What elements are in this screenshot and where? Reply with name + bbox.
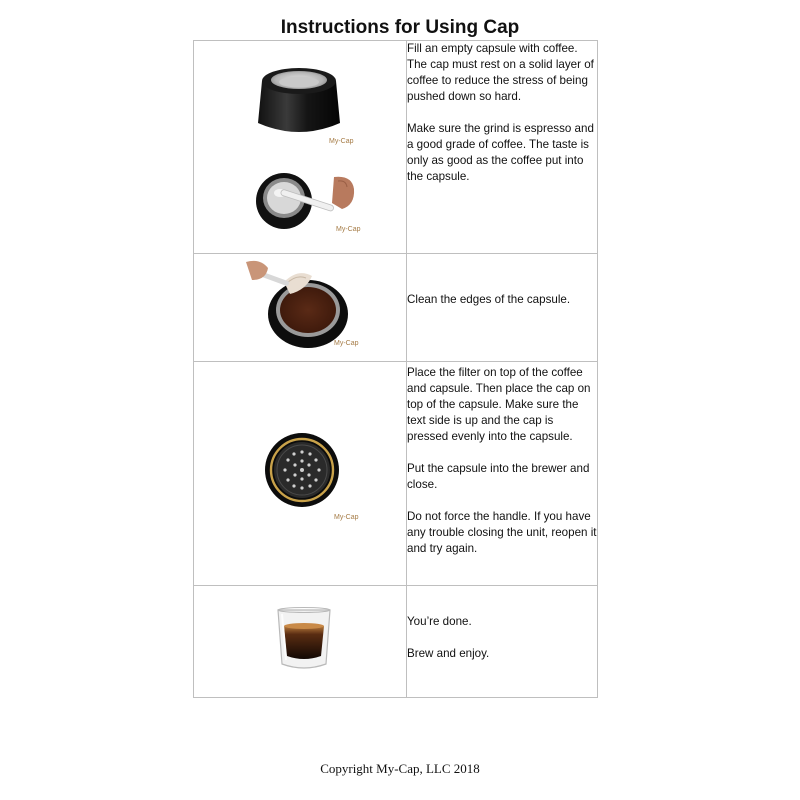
instruction-paragraph: Clean the edges of the capsule. <box>407 292 571 306</box>
step-2-text <box>407 254 598 362</box>
step-3-text <box>407 362 598 586</box>
brand-label: My-Cap <box>336 226 361 233</box>
espresso-glass-illustration <box>274 606 334 672</box>
brand-label: My-Cap <box>329 138 354 145</box>
filling-capsule-illustration <box>254 159 359 234</box>
empty-capsule-illustration <box>254 51 344 141</box>
step-1-text <box>407 41 598 254</box>
brand-label: My-Cap <box>334 514 359 521</box>
instruction-paragraph: Make sure the grind is espresso and a good grade of coffee. The taste is only as good as the coffee put into the capsule. <box>407 122 594 183</box>
page-title: Instructions for Using Cap <box>280 17 520 38</box>
step-3-image-cell <box>194 362 407 586</box>
step-row-1 <box>194 41 598 254</box>
instruction-paragraph: Put the capsule into the brewer and close. <box>407 462 590 491</box>
step-4-text <box>407 586 598 698</box>
step-4-image-cell <box>194 586 407 698</box>
step-row-2 <box>194 254 598 362</box>
step-2-image-cell <box>194 254 407 362</box>
instructions-table <box>193 40 598 698</box>
step-row-3 <box>194 362 598 586</box>
instruction-paragraph: Brew and enjoy. <box>407 646 490 660</box>
instruction-paragraph: Fill an empty capsule with coffee. The cap must rest on a solid layer of coffee to reduce the stress of being pushed down so hard. <box>407 42 594 103</box>
capped-capsule-illustration <box>264 432 340 508</box>
instruction-paragraph: Do not force the handle. If you have any trouble closing the unit, reopen it and try again. <box>407 510 597 555</box>
instruction-paragraph: Place the filter on top of the coffee and capsule. Then place the cap on top of the capsule. Make sure the text side is up and the cap is pressed evenly into the capsule. <box>407 366 591 443</box>
copyright-notice: Copyright My-Cap, LLC 2018 <box>320 761 480 776</box>
brand-label: My-Cap <box>334 340 359 347</box>
step-1-image-cell <box>194 41 407 254</box>
instruction-paragraph: You’re done. <box>407 614 472 628</box>
step-row-4 <box>194 586 598 698</box>
